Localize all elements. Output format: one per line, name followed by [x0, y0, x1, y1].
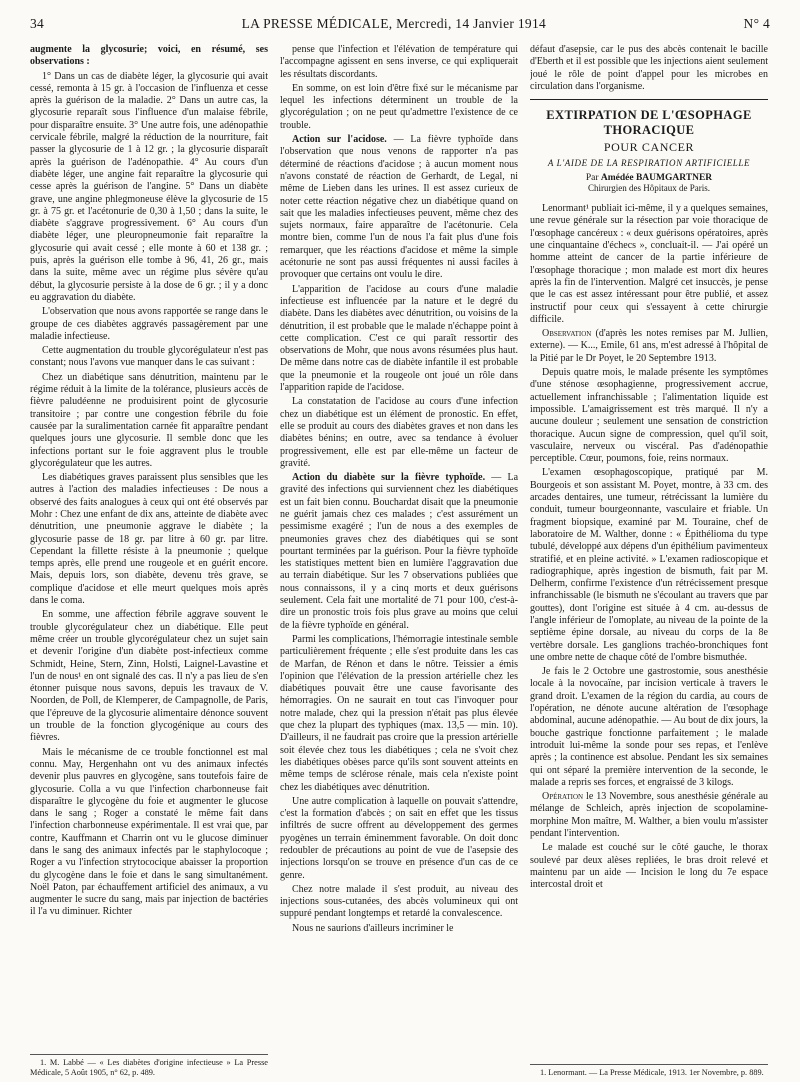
section-acidose — [280, 134, 518, 282]
divider — [530, 99, 768, 100]
author-prefix: Par — [585, 173, 601, 184]
paragraph: Les diabétiques graves paraissent plus sensibles que les autres à l'action des maladies infectieuses : De nous a observé des faits analogues à ceux qui ont été observés par Mohr : Chez une enfant de dix ans, atteinte de diabète avec dénutrition, une pneumonie aggrave le diabète ; la glycosurie passe de 18 gr. par litre à 60 gr. par litre. Cependant la fillette résiste à la pneumonie ; quelque temps après, elle prend une rougeole et en guérit encore. Mais, depuis lors, son diabète, devenu très grave, se complique d'acidose et elle meurt quelques mois après dans le coma. — [30, 472, 268, 607]
paragraph: Une autre complication à laquelle on pouvait s'attendre, c'est la formation d'abcès ; on sait en effet que les tissus infiltrés de sucre offrent au développement des germes pyogènes un terrain éminemment favorable. On doit donc redoubler de précautions au point de vue de l'asepsie des injections lorsqu'on se trouve en présence d'un cas de ce genre. — [280, 795, 518, 881]
article-subsubtitle: A L'AIDE DE LA RESPIRATION ARTIFICIELLE — [547, 158, 751, 169]
observation-label: Observation — [542, 328, 592, 340]
paragraph: pense que l'infection et l'élévation de température qui l'accompagne agissent en sens inverse, ce qui expliquerait les résultats discordants. — [280, 44, 518, 80]
article-header — [530, 99, 768, 193]
paragraph: 1° Dans un cas de diabète léger, la glycosurie qui avait cessé, remonta à 15 gr. à l'occasion de l'influenza et cesse après la guérison de la maladie. 2° Dans un autre cas, la glycosurie reparaît sous l'influence d'un malaise fébrile, pour disparaître ensuite. 3° Une autre fois, une adénopathie cervicale fébrile, malgré la réduction de la nourriture, fait passer la glycosurie de 1 à 12 gr. ; la glycosurie disparaît après la guérison de l'adénopathie. 4° Au cours d'un diabète léger, une angine fait reparaître la glycosurie qui cesse après la guérison de l'angine. 5° Dans un diabète grave, une angine phlegmoneuse élève la glycosurie de 15 gr. à 75 gr. et l'acétonurie de 0,30 à 1,50 ; dans la suite, le diabète s'aggrave progressivement. 6° Au cours d'un diabète léger, une pleuropneumonie fait reparaître la glycosurie qui avait cessé ; elle monte à 60 et 138 gr. ; puis, après la guérison elle tombe à 96, 41, 26 gr., mais dans la suite, même avec un régime plus sévère qu'au début, la glycosurie persiste à la dose de 6 gr. ; il y a donc eu aggravation du diabète. — [30, 70, 268, 303]
paragraph: Depuis quatre mois, le malade présente les symptômes d'une sténose œsophagienne, progressivement accrue, actuellement infranchissable ; l'alimentation liquide est impossible. L'amaigrissement est très marqué. Il n'y a aucune douleur ; seulement une sensation de constriction thoracique. Aucun signe de compression, quel qu'il soit, vasculaire, nerveux ou viscéral. Pas d'adénopathie perceptible. Cœur, poumons, foie, reins normaux. — [530, 367, 768, 465]
column-2 — [280, 44, 518, 1078]
page-header — [30, 16, 770, 38]
column-3 — [530, 44, 768, 1078]
column-1 — [30, 44, 268, 1078]
observation-text: (d'après les notes remises par M. Jullien, externe). — K..., Emile, 61 ans, m'est adressé à l'hôpital de la Pitié par le Dr Poyet, le 20 Septembre 1913. — [530, 328, 768, 364]
operation-text: le 13 Novembre, sous anesthésie générale au mélange de Schleich, après injection de scopolamine-morphine Mon maître, M. Walther, a bien voulu m'assister pendant l'intervention. — [530, 791, 768, 840]
section-heading: Action sur l'acidose. — [292, 134, 387, 146]
section-text: — La fièvre typhoïde dans l'observation que nous venons de rapporter n'a pas déterminé de réactions d'acidose ; à aucun moment nous n'avons constaté de réaction de Gerhardt, de Legal, ni même de Lieben dans les urines. Il est assez curieux de noter cette réaction négative chez un diabétique quand on sait que les maladies infectieuses peuvent, même chez des sujets normaux, faire apparaître de l'acétonurie. Cela montre bien, comme l'un de nous l'a fait plus d'une fois remarquer, que les réactions d'acidose et même la simple acétonurie ne sont pas aussi fréquentes ni aussi faciles à provoquer que certains ont voulu le dire. — [280, 134, 518, 281]
author-line — [530, 173, 768, 183]
paragraph: En somme, on est loin d'être fixé sur le mécanisme par lequel les infections déterminent un trouble de la glycorégulation ; on ne peut qu'admettre l'existence de ce trouble. — [280, 82, 518, 131]
paragraph: L'apparition de l'acidose au cours d'une maladie infectieuse est influencée par la nature et le degré du diabète. Dans les diabètes avec dénutrition, ou voisins de la dénutrition, il est probable que le malade n'échappe point à cette complication. C'est ce qui paraît ressortir des observations de Mohr, que nous avons résumées plus haut. De même dans notre cas de diabète infantile il est probable que la pneumonie et la rougeole ont joué un rôle dans l'apparition rapide de l'acidose. — [280, 283, 518, 394]
author-name: Amédée BAUMGARTNER — [600, 173, 713, 184]
paragraph: défaut d'asepsie, car le pus des abcès contenait le bacille d'Eberth et il est possible que les injections aient seulement joué le rôle de point d'appel pour les microbes en circulation dans l'organisme. — [530, 44, 768, 92]
page-number: 34 — [30, 16, 45, 31]
footnote: 1. Lenormant. — La Presse Médicale, 1913. 1er Novembre, p. 889. — [540, 1068, 764, 1077]
paragraph: Nous ne saurions d'ailleurs incriminer le — [292, 922, 454, 934]
paragraph: Je fais le 2 Octobre une gastrostomie, sous anesthésie locale à la novocaïne, par incision verticale à travers le grand droit. L'examen de la région du cardia, au cours de l'opération, ne dénote aucune altération de l'œsophage abdominal, aucune adénopathie. — Au bout de dix jours, la bouche gastrique fonctionne parfaitement ; le malade introduit lui-même la sonde pour ses repas, et l'enlève après ; la continence est absolue. Pendant les six semaines qui ont séparé la première intervention de la seconde, le malade a repris ses forces, et engraissé de 3 kilogs. — [530, 666, 768, 788]
paragraph: Cette augmentation du trouble glycorégulateur n'est pas constant; nous l'avons vue manquer dans le cas suivant : — [30, 345, 268, 369]
footnote: 1. M. Labbé — « Les diabètes d'origine infectieuse » La Presse Médicale, 5 Août 1905, n° 62, p. 489. — [30, 1058, 268, 1077]
text-columns — [30, 44, 770, 1078]
section-fievre-typhoide — [280, 472, 518, 632]
paragraph: Parmi les complications, l'hémorragie intestinale semble particulièrement fréquente ; elle s'est produite dans les cas de Marfan, de Rénon et dans le nôtre. Teissier a émis l'opinion que l'élévation de la pression artérielle chez les diabétiques pouvait être une cause favorisante des hémorragies. On ne saurait en tout cas l'invoquer pour notre malade, chez qui la pression n'était pas plus élevée que chez la plupart des typhiques (max. 13,5 — min. 10). D'ailleurs, il ne faudrait pas croire que la pression artérielle soit élevée chez tous les diabétiques ; cela ne s'voit chez les diabétiques obèses parce qu'ils sont souvent atteints en même temps de sclérose rénale, mais cela n'existe point chez les diabétiques avec dénutrition. — [280, 633, 518, 793]
journal-title: LA PRESSE MÉDICALE, Mercredi, 14 Janvier 1914 — [241, 16, 547, 31]
operation-label: Opération — [542, 791, 584, 803]
section-text: — La gravité des infections qui surviennent chez les diabétiques est un fait bien connu. Bouchardat disait que la pneumonie ne guérit jamais chez ces malades ; c'est assurément un pessimisme exagéré ; l'un de nous a des exemples de pneumonies graves chez des diabétiques qui se sont pourtant terminées par la guérison. Pour la fièvre typhoïde les statistiques mettent bien en lumière l'aggravation due au terrain diabétique. Sur les 7 observations publiées que nous connaissons, il y a cinq morts et deux guérisons seulement. Cela fait une mortalité de 71 pour 100, c'est-à-dire un pronostic trois fois plus grave au moins que celui de la fièvre typhoïde en général. — [280, 472, 518, 631]
footnotes — [530, 1064, 768, 1078]
issue-number: N° 4 — [743, 16, 770, 31]
operation-paragraph — [530, 791, 768, 840]
paragraph: En somme, une affection fébrile aggrave souvent le trouble glycorégulateur chez un diabétique. Elle peut même créer un trouble glycorégulateur chez un sujet sain et devenir l'origine d'un diabète post-infectieux comme Schmidt, Heine, Stern, Zinn, Holsti, Laignel-Lavastine et l'un de nous¹ en ont signalé des cas. Il n'y a pas lieu de s'en étonner puisque nous savons, depuis les travaux de V. Noorden, de Poll, de Klemperer, de Campagnolle, de Paris, que l'épreuve de la glycosurie alimentaire dénonce souvent un trouble de la fonction glycogénique au cours des fièvres. — [30, 609, 268, 744]
article-subtitle: POUR CANCER — [603, 140, 695, 155]
paragraph: augmente la glycosurie; voici, en résumé, ses observations : — [30, 44, 268, 68]
paragraph: Lenormant¹ publiait ici-même, il y a quelques semaines, une revue générale sur la résection par voie thoracique de l'œsophage cancéreux : « deux guérisons opératoires, après une cinquantaine d'échecs », concluait-il. — J'ai opéré un homme atteint de cancer de la partie inférieure de l'œsophage thoracique ; mon malade est mort dix heures après la fin de l'intervention. Malgré cet insuccès, je pense que le cas est assez intéressant pour être publié, et assez instructif pour ceux qui s'essayent à cette chirurgie difficile. — [530, 203, 768, 325]
paragraph: Chez un diabétique sans dénutrition, maintenu par le régime réduit à la limite de la tolérance, plusieurs accès de fièvre paludéenne ne produisirent point de glycosurie transitoire ; par contre une congestion fébrile du foie causée par la suralimentation carnée fit apparaître pendant quelques jours une glycosurie. Il semble donc que les infections portant sur le foie aggravent plus le trouble glycorégulateur que les autres. — [30, 371, 268, 469]
author-affiliation: Chirurgien des Hôpitaux de Paris. — [587, 183, 711, 194]
section-heading: Action du diabète sur la fièvre typhoïde. — [292, 472, 486, 484]
paragraph: La constatation de l'acidose au cours d'une infection chez un diabétique est un élément de pronostic. En effet, elle se produit au cours des diabètes graves et non dans les diabètes bénins; en outre, avec sa tendance à évoluer progressivement, elle est par elle-même un facteur de gravité. — [280, 396, 518, 469]
article-title: EXTIRPATION DE L'ŒSOPHAGE THORACIQUE — [546, 108, 752, 138]
observation-paragraph — [530, 328, 768, 365]
paragraph: L'examen œsophagoscopique, pratiqué par M. Bourgeois et son assistant M. Poyet, montre, à 33 cm. des arcades dentaires, une tumeur, rétrécissant la lumière du conduit, tumeur bourgeonnante, vasculaire et friable. Un fragment biopsique, examiné par M. Touraine, chef de laboratoire de M. Walther, donne : « Épithélioma du type tubulé, développé aux dépens d'un épithélium pavimenteux stratifié, et en pleine activité. » L'examen radioscopique et radiographique, après ingestion de bismuth, fait par M. Delherm, confirme l'existence d'un rétrécissement presque infranchissable (le bismuth ne s'écoulant au travers que par gouttes), dont l'origine est située à 4 cm. au-dessus de l'angle inférieur de l'omoplate, au niveau de la pointe de la septième épine dorsale, au niveau du corps de la 8e vertèbre dorsale. Les ganglions trachéo-bronchiques font une ombre nette de chaque côté de l'ombre bismuthée. — [530, 467, 768, 663]
paragraph: Mais le mécanisme de ce trouble fonctionnel est mal connu. May, Hergenhahn ont vu des animaux infectés devenir plus pauvres en glycogène, sans toutefois faire de glycosurie. Colla a vu que l'infection charbonneuse fait disparaître le glycogène du foie et augmenter le glucose dans le sang ; Roger a constaté le même fait dans l'infection charbonneuse expérimentale. Il est vrai que, par contre, Kauffmann et Charrin ont vu le glucose diminuer dans le sang des animaux infectés par le staphylocoque ; Roger a vu l'infection strytococique abaisser la proportion du glycogène dans le foie et dans le sang simultanément. Noël Paton, par échauffement artificiel des animaux, a vu augmenter le sucre du sang, mais par injection de bactéries il l'a vu diminuer. Richter — [30, 746, 268, 918]
footnotes — [30, 1054, 268, 1078]
paragraph: Chez notre malade il s'est produit, au niveau des injections sous-cutanées, des abcès volumineux qui ont suppuré pendant longtemps et retardé la convalescence. — [280, 883, 518, 920]
paragraph: L'observation que nous avons rapportée se range dans le groupe de ces diabètes aggravés passagèrement par une maladie infectieuse. — [30, 306, 268, 342]
paragraph: Le malade est couché sur le côté gauche, le thorax soulevé par deux alèses repliées, le bras droit relevé et maintenu par un aide — Incision le long du 7e espace intercostal droit et — [530, 842, 768, 891]
